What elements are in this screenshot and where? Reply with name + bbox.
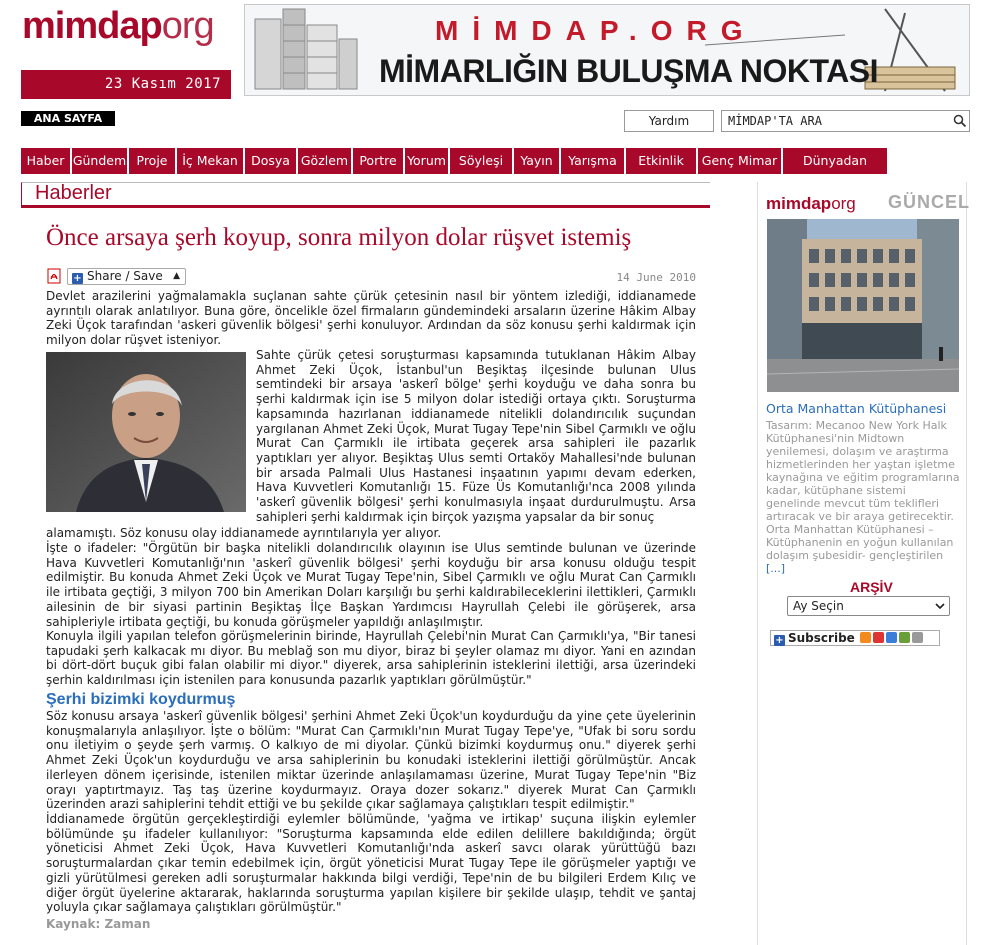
portrait-illustration — [46, 352, 246, 512]
nav-item-genc-mimar[interactable]: Genç Mimar — [698, 148, 783, 174]
nav-item-dosya[interactable]: Dosya — [245, 148, 298, 174]
share-dropdown-icon: ▲ — [173, 271, 180, 281]
nav-item-yorum[interactable]: Yorum — [405, 148, 450, 174]
feature-title-link[interactable]: Orta Manhattan Kütüphanesi — [766, 401, 947, 416]
site-logo[interactable] — [22, 4, 214, 48]
nav-item-ic-mekan[interactable]: İç Mekan — [177, 148, 245, 174]
share-label: Share / Save — [87, 269, 163, 283]
read-more-link[interactable]: [...] — [766, 562, 786, 575]
main-nav — [21, 148, 887, 174]
feature-photo[interactable] — [767, 219, 959, 392]
subscribe-plus-icon: + — [775, 635, 784, 646]
nav-item-portre[interactable]: Portre — [353, 148, 405, 174]
nav-item-yarisma[interactable]: Yarışma — [561, 148, 626, 174]
sidebar-logo-bold: mimdap — [766, 194, 832, 213]
article-paragraph-3: Konuyla ilgili yapılan telefon görüşmelerinin birinde, Hayrullah Çelebi'nin Murat Can Çarmıklı'ya, "Bir tanesi tapudaki şerh kalkacak mı diyor. Bu meblağ son mu diyor, biraz bi şeyler olamaz mı diyor. Yani en azından bi dört-dört buçuk gibi falan olabilir mi diyor." diyerek, arsa sahiplerinin isteklerini ilettiği, arsa üzerindeki şerhin kaldırılması için istenilen para konusunda pazarlık yaptıkları görülmüştür." — [46, 629, 696, 688]
section-title: Haberler — [35, 182, 112, 204]
header-banner[interactable] — [244, 4, 970, 96]
nav-item-dunyadan[interactable]: Dünyadan — [783, 148, 887, 174]
article-source: Kaynak: Zaman — [46, 917, 151, 931]
share-button[interactable] — [67, 268, 186, 285]
article-paragraph-2: İşte o ifadeler: "Örgütün bir başka nitelikli dolandırıcılık olayının ise Ulus semtinde bulunan ve üzerinde Hava Kuvvetleri Komutanlığı'nın 'askerî güvenlik bölgesi' şerhi koyduğu bir arsa konusu olduğu tespit edilmiştir. Bu konuda Ahmet Zeki Üçok ve Murat Tugay Tepe'nin, Sibel Çarmıklı ve oğlu Murat Can Çarmıklı ile irtibata geçtiği, 3 milyon 700 bin Amerikan Doları karşılığı bu şerhi kaldırabileceklerini ilettikleri, Çarmıklı ailesinin de bir siyasi partinin Beşiktaş İlçe Başkan Yardımcısı Hayrullah Çelebi ile görüşerek, arsa sahipleriyle irtibata geçtiği, bu konuda görüşmeler yapıldığı anlaşılmıştır. — [46, 541, 696, 629]
nav-item-etkinlik[interactable]: Etkinlik — [626, 148, 698, 174]
share-plus-icon: + — [73, 273, 82, 284]
article-wrap-paragraph: Sahte çürük çetesi soruşturması kapsamında tutuklanan Hâkim Albay Ahmet Zeki Üçok, İstanbul'un Beşiktaş ilçesinde bulunan Ulus semtindeki bir arsaya 'askerî bölge' şerhi koyduğu ve daha sonra bu şerhi kaldırmak için ise 5 milyon dolar istediği ortaya çıktı. Soruşturma kapsamında hazırlanan iddianamede nitelikli dolandırıcılık suçundan yargılanan Ahmet Zeki Üçok, Murat Tugay Tepe'nin Sibel Çarmıklı ve oğlu Murat Can Çarmıklı ile irtibata geçerek arsa sahipleri ile pazarlık yaptıkları yer alıyor. Beşiktaş Ulus semti Ortaköy Mahallesi'nde bulunan bir arsada Palmali Ulus Hastanesi inşaatının yapımı devam ederken, Hava Kuvvetleri Komutanlığı 15. Füze Üs Komutanlığı'nca 2008 yılında 'askerî güvenlik bölgesi' şerhi konulmasıyla inşaat durdurulmuştu. Arsa sahipleri şerhi kaldırmak için birçok yazışma yapsalar da bir sonuç — [256, 348, 696, 524]
archive-select-value: Ay Seçin — [793, 599, 844, 613]
banner-title: MİMDAP.ORG — [435, 15, 757, 46]
nav-item-proje[interactable]: Proje — [129, 148, 177, 174]
nav-item-gundem[interactable]: Gündem — [72, 148, 129, 174]
more-feeds-icon[interactable] — [912, 632, 923, 643]
library-building-illustration — [767, 219, 959, 392]
feature-text: Tasarım: Mecanoo New York Halk Kütüphanesi'nin Midtown yenilemesi, dolaşım ve araştırma hizmetlerinden her yaştan işletme kaynağına ve eğitim programlarına kadar, kütüphane sistemi genelinde mevcut tüm teklifleri artıracak ve bir araya getirecektir. Orta Manhattan Kütüphanesi – Kütüphanenin en yoğun kullanılan dolaşım şubesidir- gençleştirilen — [766, 419, 960, 562]
subscribe-label: Subscribe — [788, 631, 855, 645]
chevron-down-icon — [935, 602, 945, 610]
feed-icons — [860, 632, 923, 643]
reader-icon[interactable] — [899, 632, 910, 643]
feature-description — [766, 419, 962, 575]
nav-item-haber[interactable]: Haber — [21, 148, 72, 174]
archive-label: ARŞİV — [850, 579, 893, 595]
search-input[interactable]: MİMDAP'TA ARA — [721, 110, 970, 132]
article-subheading: Şerhi bizimki koydurmuş — [46, 691, 236, 708]
article-date: 14 June 2010 — [616, 271, 696, 284]
article-paragraph-1-end: alamamıştı. Söz konusu olay iddianamede ayrıntılarıyla yer alıyor. — [46, 526, 442, 540]
nav-item-soylesi[interactable]: Söyleşi — [450, 148, 514, 174]
guncel-label: GÜNCEL — [888, 192, 970, 212]
article-lead: Devlet arazilerini yağmalamakla suçlanan sahte çürük çetesinin nasıl bir yöntem izlediği, iddianamede ayrıntılı olarak anlatılıyor. Buna göre, öncelikle özel firmaların gündemindeki arsaların üzerine Hâkim Albay Zeki Üçok tarafından 'askeri güvenlik bölgesi' şerhi konuluyor. Ardından da söz konusu şerhi kaldırmak için milyon dolar rüşvet isteniyor. — [46, 289, 696, 348]
rss-icon[interactable] — [860, 632, 871, 643]
article-photo — [46, 352, 246, 512]
sidebar-logo-light: org — [831, 194, 856, 213]
logo-light: org — [161, 5, 214, 47]
current-date: 23 Kasım 2017 — [21, 70, 231, 99]
logo-bold: mimdap — [22, 5, 162, 47]
archive-month-select[interactable] — [787, 596, 950, 616]
article-title: Önce arsaya şerh koyup, sonra milyon dolar rüşvet istemiş — [46, 224, 632, 251]
nav-item-yayin[interactable]: Yayın — [514, 148, 561, 174]
pdf-icon[interactable] — [46, 268, 62, 284]
nav-item-gozlem[interactable]: Gözlem — [298, 148, 353, 174]
article-paragraph-5: İddianamede örgütün gerçekleştirdiği eylemler bölümünde, 'yağma ve irtikap' suçuna ilişkin eylemler bölümünde şu ifadeler kullanılıyor: "Soruşturma kapsamında elde edilen delillere bakıldığında; örgüt yöneticisi Ahmet Zeki Üçok, Hava Kuvvetleri Komutanlığı'nda askerî savcı olarak yürüttüğü bazı soruşturmalardan çıkar temin edebilmek için, örgüt yöneticisi Murat Tugay Tepe ile görüşmeler yaptığı ve gizli yürütülmesi gereken adli soruşturmalar hakkında bilgi verdiği, Tepe'nin de bu bilgileri Erdem Kılıç ve diğer örgüt üyelerine aktararak, haklarında soruşturma yapılan kişilere bir şekilde ulaşıp, tehdit ve şantaj yoluyla çıkar sağlamaya çalıştıkları görülmüştür." — [46, 812, 696, 915]
mail-icon[interactable] — [886, 632, 897, 643]
home-link[interactable]: ANA SAYFA — [21, 111, 115, 126]
help-button[interactable]: Yardım — [624, 110, 714, 132]
article-paragraph-4: Söz konusu arsaya 'askerî güvenlik bölgesi' şerhini Ahmet Zeki Üçok'un koydurduğu da yine çete üyelerinin konuşmalarıyla anlaşılıyor. İşte o bölüm: "Murat Can Çarmıklı'nın Murat Tugay Tepe'ye, "Ufak bi soru sordu onu iletiyim o şeyde şerh varmış. O kalkıyo de mi diyolar. Çünkü bizimki koydurmuş onu." diyerek şerhi Ahmet Zeki Üçok'un koydurduğu ve arsa sahiplerinin bu konudaki isteklerini ilettiği görülmüştür. Ancak ilerleyen dönem içerisinde, istenilen miktar üzerinde anlaşılamaması üzerine, Murat Tugay Tepe'nin "Biz orayı yaptırtmayız. Taş taş üzerine koydurmayız. Oraya dozer sokarız." diyerek Murat Can Çarmıklı üzerinden arazi sahiplerini tehdit ettiği ve bu şekilde çıkar sağlamaya çalıştıkları tespit edilmiştir." — [46, 709, 696, 812]
search-icon[interactable] — [953, 114, 967, 128]
section-header — [21, 182, 710, 208]
sidebar-logo — [766, 194, 856, 214]
banner-slogan: MİMARLIĞIN BULUŞMA NOKTASI — [379, 53, 878, 89]
bookmark-icon[interactable] — [873, 632, 884, 643]
